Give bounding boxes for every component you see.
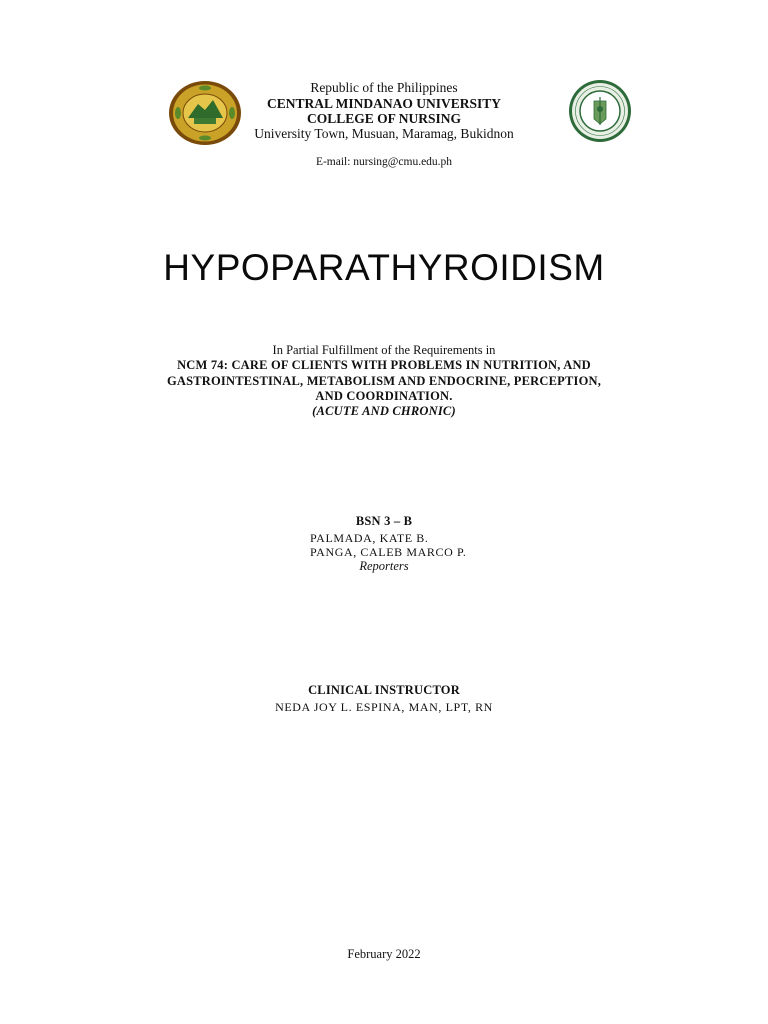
reporters-label: Reporters xyxy=(359,559,409,573)
reporter-name: PALMADA, KATE B. xyxy=(310,531,429,545)
section-label: BSN 3 – B xyxy=(355,514,413,528)
reporter-name: PANGA, CALEB MARCO P. xyxy=(310,545,467,559)
course-line-3: AND COORDINATION. xyxy=(315,389,453,403)
instructor-name: NEDA JOY L. ESPINA, MAN, LPT, RN xyxy=(275,700,493,714)
header-republic: Republic of the Philippines xyxy=(310,80,458,95)
requirement-intro: In Partial Fulfillment of the Requirements in xyxy=(272,343,496,357)
instructor-heading: CLINICAL INSTRUCTOR xyxy=(308,683,460,697)
header-address: University Town, Musuan, Maramag, Bukidnon xyxy=(254,126,514,141)
course-line-2: GASTROINTESTINAL, METABOLISM AND ENDOCRINE, PERCEPTION, xyxy=(166,374,602,388)
document-date: February 2022 xyxy=(347,947,421,961)
header-college: COLLEGE OF NURSING xyxy=(306,111,462,126)
header-university: CENTRAL MINDANAO UNIVERSITY xyxy=(266,96,502,111)
document-title: HYPOPARATHYROIDISM xyxy=(163,247,605,288)
course-line-1: NCM 74: CARE OF CLIENTS WITH PROBLEMS IN NUTRITION, AND xyxy=(177,358,591,372)
header-email: E-mail: nursing@cmu.edu.ph xyxy=(315,156,453,168)
course-line-4: (ACUTE AND CHRONIC) xyxy=(312,404,456,418)
